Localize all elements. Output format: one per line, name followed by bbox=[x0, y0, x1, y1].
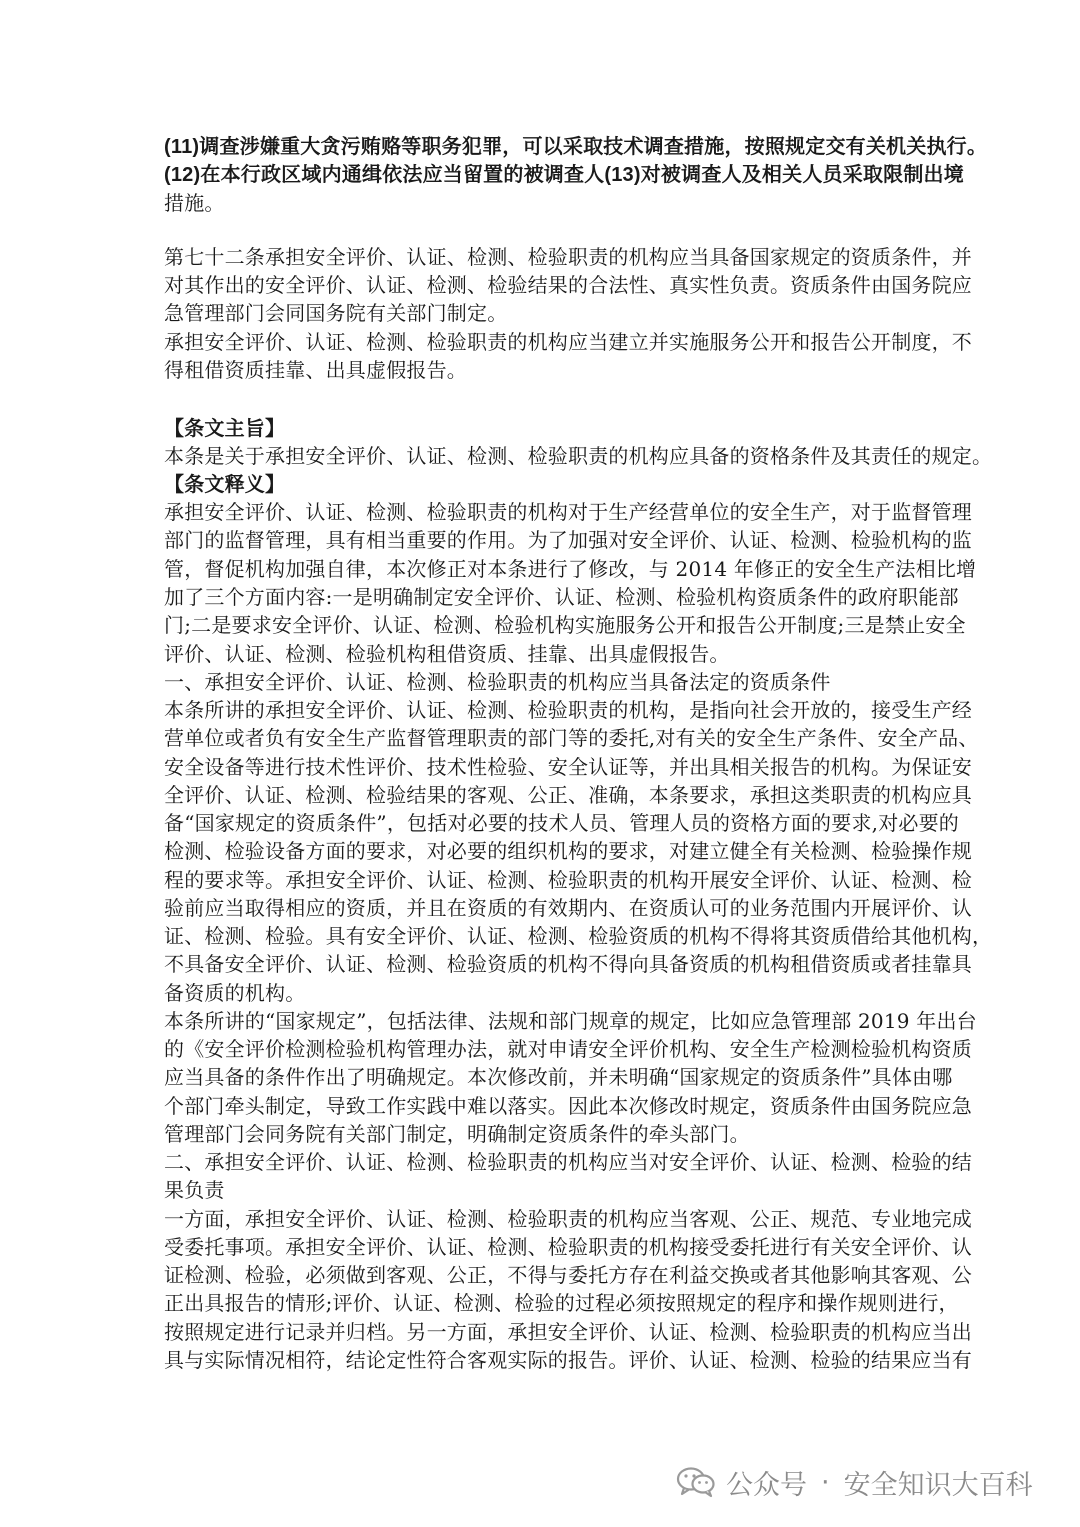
section-heading: 果负责 bbox=[164, 1178, 225, 1202]
text-line: 具与实际情况相符，结论定性符合客观实际的报告。评价、认证、检测、检验的结果应当有 bbox=[164, 1348, 972, 1372]
text-line: (11)调查涉嫌重大贪污贿赂等职务犯罪，可以采取技术调查措施，按照规定交有关机关执行。 bbox=[164, 136, 988, 158]
text-line: 对其作出的安全评价、认证、检测、检验结果的合法性、真实性负责。资质条件由国务院应 bbox=[164, 273, 972, 297]
text-line: 全评价、认证、检测、检验结果的客观、公正、准确，本条要求，承担这类职责的机构应具 bbox=[164, 783, 972, 807]
text-line: (12)在本行政区域内通缉依法应当留置的被调查人(13)对被调查人及相关人员采取限制出境 bbox=[164, 164, 964, 186]
text-line: 措施。 bbox=[164, 191, 225, 215]
text-line: 检测、检验设备方面的要求，对必要的组织机构的要求，对建立健全有关检测、检验操作规 bbox=[164, 839, 972, 863]
text-line: 不具备安全评价、认证、检测、检验资质的机构不得向具备资质的机构租借资质或者挂靠具 bbox=[164, 952, 972, 976]
text-line: 程的要求等。承担安全评价、认证、检测、检验职责的机构开展安全评价、认证、检测、检 bbox=[164, 868, 972, 892]
text-line: 证检测、检验，必须做到客观、公正，不得与委托方存在利益交换或者其他影响其客观、公 bbox=[164, 1263, 972, 1287]
text-line: 按照规定进行记录并归档。另一方面，承担安全评价、认证、检测、检验职责的机构应当出 bbox=[164, 1320, 972, 1344]
wechat-watermark bbox=[676, 1460, 1033, 1504]
text-line: 备“国家规定的资质条件”，包括对必要的技术人员、管理人员的资格方面的要求,对必要的 bbox=[164, 811, 960, 835]
section-heading: 【条文释义】 bbox=[164, 472, 286, 496]
text-line: 承担安全评价、认证、检测、检验职责的机构对于生产经营单位的安全生产，对于监督管理 bbox=[164, 500, 972, 524]
text-line: 本条是关于承担安全评价、认证、检测、检验职责的机构应具备的资格条件及其责任的规定。 bbox=[164, 444, 993, 468]
section-heading: 【条文主旨】 bbox=[164, 416, 286, 440]
text-line: 管，督促机构加强自律，本次修正对本条进行了修改，与 2014 年修正的安全生产法相比增 bbox=[164, 557, 977, 581]
text-line: 应当具备的条件作出了明确规定。本次修改前，并未明确“国家规定的资质条件”具体由哪 bbox=[164, 1065, 953, 1089]
section-heading: 二、承担安全评价、认证、检测、检验职责的机构应当对安全评价、认证、检测、检验的结 bbox=[164, 1150, 972, 1174]
text-line: 部门的监督管理，具有相当重要的作用。为了加强对安全评价、认证、检测、检验机构的监 bbox=[164, 528, 972, 552]
section-heading: 一、承担安全评价、认证、检测、检验职责的机构应当具备法定的资质条件 bbox=[164, 670, 831, 694]
text-line: 的《安全评价检测检验机构管理办法，就对申请安全评价机构、安全生产检测检验机构资质 bbox=[164, 1037, 972, 1061]
text-line: 一方面，承担安全评价、认证、检测、检验职责的机构应当客观、公正、规范、专业地完成 bbox=[164, 1207, 972, 1231]
text-line: 个部门牵头制定，导致工作实践中难以落实。因此本次修改时规定，资质条件由国务院应急 bbox=[164, 1094, 972, 1118]
text-line: 第七十二条承担安全评价、认证、检测、检验职责的机构应当具备国家规定的资质条件，并 bbox=[164, 245, 972, 269]
text-line: 正出具报告的情形;评价、认证、检测、检验的过程必须按照规定的程序和操作规则进行， bbox=[164, 1291, 959, 1315]
text-line: 本条所讲的“国家规定”，包括法律、法规和部门规章的规定，比如应急管理部 2019 年出台 bbox=[164, 1009, 977, 1033]
text-line: 备资质的机构。 bbox=[164, 981, 306, 1005]
text-line: 验前应当取得相应的资质，并且在资质的有效期内、在资质认可的业务范围内开展评价、认 bbox=[164, 896, 972, 920]
watermark-prefix: 公众号 bbox=[726, 1469, 807, 1501]
text-line: 得租借资质挂靠、出具虚假报告。 bbox=[164, 358, 467, 382]
text-line: 评价、认证、检测、检验机构租借资质、挂靠、出具虚假报告。 bbox=[164, 642, 730, 666]
text-line: 承担安全评价、认证、检测、检验职责的机构应当建立并实施服务公开和报告公开制度，不 bbox=[164, 330, 972, 354]
text-line: 证、检测、检验。具有安全评价、认证、检测、检验资质的机构不得将其资质借给其他机构， bbox=[164, 924, 993, 948]
text-line: 受委托事项。承担安全评价、认证、检测、检验职责的机构接受委托进行有关安全评价、认 bbox=[164, 1235, 972, 1259]
watermark-account-name: 安全知识大百科 bbox=[843, 1469, 1033, 1501]
text-line: 门;二是要求安全评价、认证、检测、检验机构实施服务公开和报告公开制度;三是禁止安全 bbox=[164, 613, 966, 637]
text-line: 安全设备等进行技术性评价、技术性检验、安全认证等，并出具相关报告的机构。为保证安 bbox=[164, 755, 972, 779]
wechat-icon bbox=[676, 1466, 716, 1498]
watermark-separator: · bbox=[821, 1466, 830, 1498]
text-line: 本条所讲的承担安全评价、认证、检测、检验职责的机构，是指向社会开放的，接受生产经 bbox=[164, 698, 972, 722]
text-line: 加了三个方面内容:一是明确制定安全评价、认证、检测、检验机构资质条件的政府职能部 bbox=[164, 585, 959, 609]
text-line: 急管理部门会同国务院有关部门制定。 bbox=[164, 301, 508, 325]
text-line: 营单位或者负有安全生产监督管理职责的部门等的委托,对有关的安全生产条件、安全产品、 bbox=[164, 726, 979, 750]
text-line: 管理部门会同务院有关部门制定，明确制定资质条件的牵头部门。 bbox=[164, 1122, 750, 1146]
